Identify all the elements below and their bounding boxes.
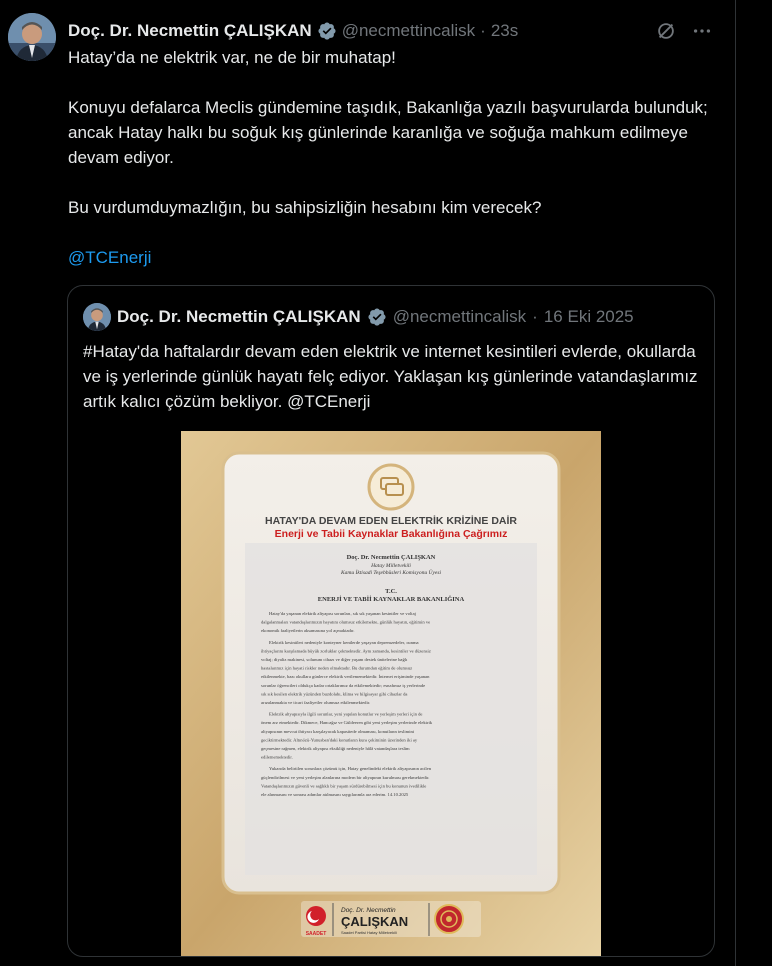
tweet-line: Bu vurdumduymazlığın, bu sahipsizliğin hesabını kim verecek? [68,198,542,217]
quoted-image[interactable] [181,431,601,956]
tweet-text [68,45,718,270]
letter-line: ekonomik faaliyetlerin aksamasına yol açmaktadır. [261,628,355,634]
more-icon[interactable] [691,20,713,42]
tweet-header [68,19,518,43]
letter-from: Doç. Dr. Necmettin ÇALIŞKAN [346,554,436,561]
verified-badge-icon[interactable] [317,21,337,41]
author-handle[interactable]: @necmettincalisk [341,21,476,40]
mention-link[interactable]: @TCEnerji [68,248,152,267]
quoted-tweet-text: #Hatay'da haftalardır devam eden elektrik ve internet kesintileri evlerde, okullarda ve iş yerlerinde günlük hayatı felç ediyor. Yaklaşan kış günlerinde vatandaşlarımız artık kalıcı çözüm bekliyor. @TCEnerji [83,342,698,411]
column-divider [735,0,736,966]
quoted-author-handle: @necmettincalisk [392,307,527,326]
letter-line: Yukarıda belirtilen sorunlara çözümü için, Hatay genelindeki elektrik altyapısının acilen [269,766,432,772]
image-subheadline: Enerji ve Tabii Kaynaklar Bakanlığına Çağrımız [274,528,508,540]
grok-icon[interactable] [655,20,677,42]
letter-line: önem arz etmektedir. Dikmece, Hancağız ve Güldeeren gibi yeni yerleşim yerlerinde elektrik [261,720,433,726]
tweet-line: Konuyu defalarca Meclis gündemine taşıdık, Bakanlığa yazılı başvurularda bulunduk; ancak Hatay halkı bu soğuk kış günlerinde karanlığa ve soğuğa mahkum edilmeye devam ediyor. [68,98,708,167]
letter-role: Kamu İktisadi Teşebbüsleri Komisyonu Üyesi [340,570,442,576]
letter-line: ele alınmasını ve sonrası adımlar atılmasını saygılarımla arz ederim. 14.10.2025 [261,792,409,797]
letter-to: ENERJİ VE TABİİ KAYNAKLAR BAKANLIĞINA [317,596,465,603]
letter-line: voltaj; diyaliz makinesi, solunum cihazı ve diğer yaşam destek ünitelerine bağlı [261,657,408,662]
quoted-tweet[interactable] [67,285,715,957]
letter-line: edilememektedir. [261,754,293,760]
avatar[interactable] [8,13,56,61]
letter-line: sık sık kesilen elektrik yüzünden buzdolabı, klima ve bilgisayar gibi cihazlar da [261,691,408,697]
letter-line: Elektrik altyapısıyla ilgili sorunlar, yeni yapılan konutlar ve yerleşim yerleri için de [269,711,423,717]
tweet-actions [655,20,713,42]
verified-badge-icon [367,307,387,327]
party-name: SAADET [305,931,327,937]
letter-line: arızalanmakta ve ticari faaliyetler olumsuz etkilenmektedir. [261,700,371,705]
letter-line: etkilenmekte, bazı okullara günlerce elektrik verilememektedir. İnternet erişiminde yaşanan [261,674,430,680]
quoted-date: 16 Eki 2025 [543,307,634,326]
letter-line: Vatandaşlarımızın güvenli ve sağlıklı bir yaşam sürdürebilmesi için bu konunun ivedilikle [261,783,427,789]
letter-line: hastalarımız için hayati riskler neden olmaktadır. Bu durumdan eğitim de olumsuz [261,665,413,671]
letter-line: altyapısının mevcut ihtiyacı karşılayacak kapasitede olmaması, konutların teslimini [261,728,415,734]
letter-line: dalgalanmaları vatandaşlarımızın hayatını olumsuz etkilemekte, günlük hayatın, eğitimin ve [261,619,431,625]
separator: · [480,21,486,40]
letter-line: geçmesine rağmen, elektrik altyapısı eksikliği nedeniyle hâlâ vatandaşlara teslim [261,746,410,751]
quoted-tweet-header [83,303,634,331]
quoted-author-name[interactable]: Doç. Dr. Necmettin ÇALIŞKAN [117,307,361,326]
letter-line: Hatay'da yaşanan elektrik altyapısı sorunları, sık sık yaşanan kesintiler ve voltaj [269,611,416,616]
letter-line: ihtiyaçlarını karşılamada büyük zorluklar çekmektedir. Aynı zamanda, kesintiler ve düzensiz [261,648,431,654]
footer-surname: ÇALIŞKAN [341,914,409,929]
tweet-line: Hatay’da ne elektrik var, ne de bir muhatap! [68,48,396,67]
author-name[interactable]: Doç. Dr. Necmettin ÇALIŞKAN [68,21,312,40]
letter-line: sorunlar öğrencileri oldukça kadar ortaklarımız da etkilemektedir; esnafımız iş yerlerinde [261,682,426,688]
timestamp[interactable]: 23s [490,21,519,40]
footer-name: Doç. Dr. Necmettin [341,907,396,914]
letter-line: güçlendirilmesi ve yeni yerleşim alanlarına modern bir altyapının kurulması gerekmektedir. [261,774,430,780]
image-headline: HATAY'DA DEVAM EDEN ELEKTRİK KRİZİNE DAİR [265,515,517,527]
letter-line: Elektrik kesintileri nedeniyle konteyner kentlerde yaşayan depremzedeler, ısınma [269,639,419,645]
footer-role: Saadet Partisi Hatay Milletvekili [341,930,397,935]
letter-to: T.C. [385,588,397,595]
letter-line: geciktirmektedir. Altınözü-Yunusban'daki konutların kura çekiminin üzerinden iki ay [261,737,418,743]
separator: · [532,307,538,326]
letter-role: Hatay Milletvekili [371,563,411,569]
quoted-avatar[interactable] [83,303,111,331]
